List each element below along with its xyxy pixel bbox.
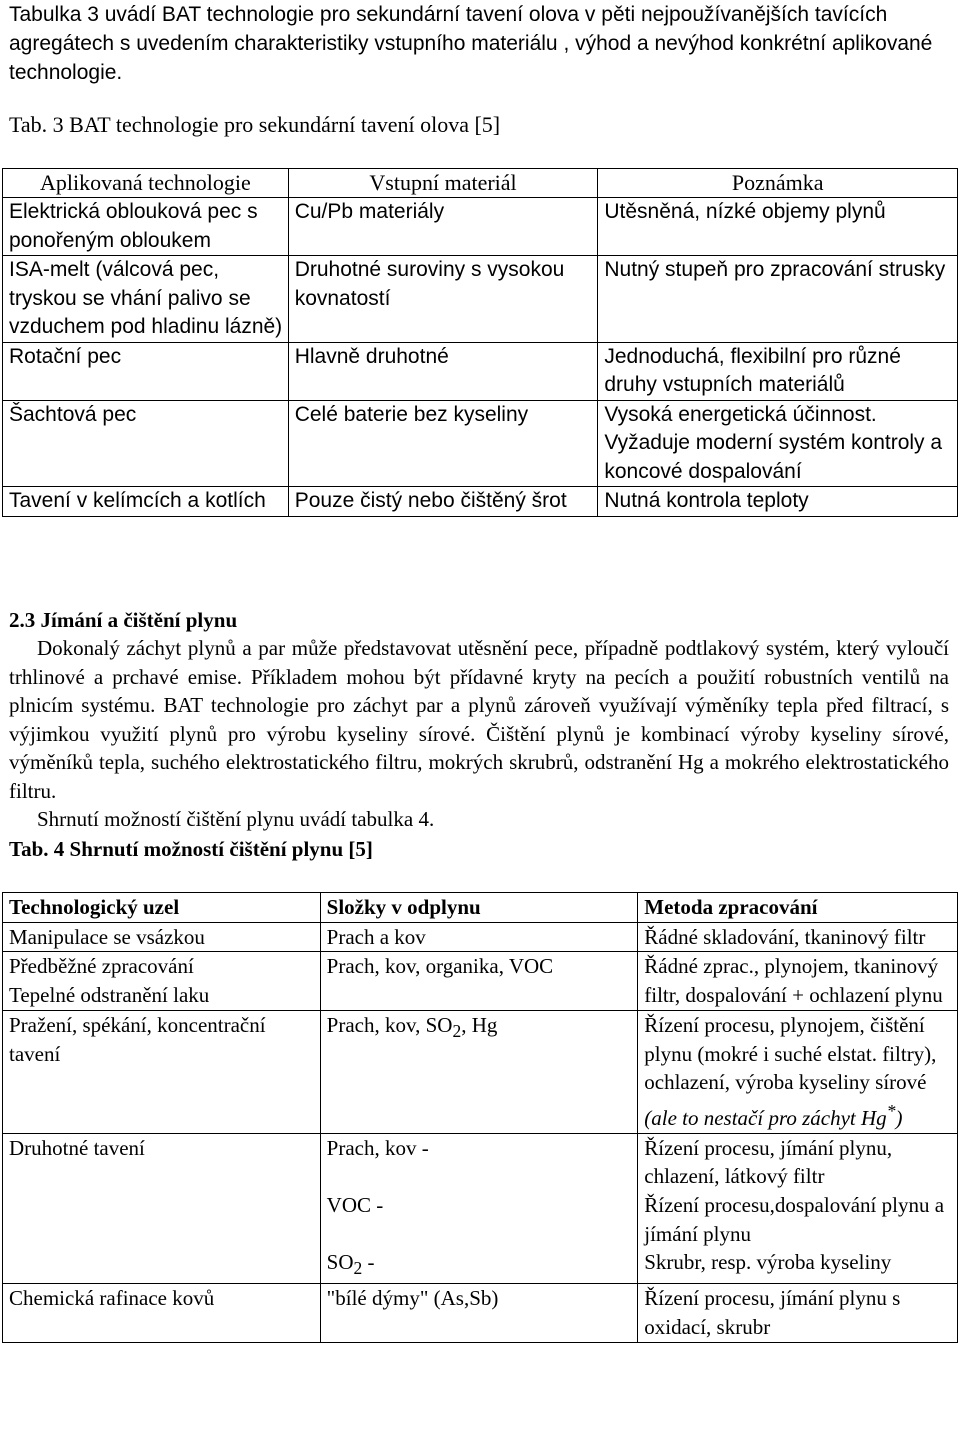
table3-header-cell: Aplikovaná technologie xyxy=(3,169,289,198)
table-cell: Nutný stupeň pro zpracování strusky xyxy=(598,256,958,343)
table-cell: Řízení procesu, jímání plynu s oxidací, skrubr xyxy=(638,1284,958,1342)
table-cell: ISA-melt (válcová pec, tryskou se vhání palivo se vzduchem pod hladinu lázně) xyxy=(3,256,289,343)
table-row xyxy=(3,487,958,517)
table-cell: Chemická rafinace kovů xyxy=(3,1284,321,1342)
section-paragraph xyxy=(9,634,949,805)
table-cell: Prach a kov xyxy=(320,922,638,952)
cell-line: Skrubr, resp. výroba kyseliny xyxy=(644,1250,892,1275)
table-cell: Pražení, spékání, koncentrační tavení xyxy=(3,1010,321,1133)
table-cell: Utěsněná, nízké objemy plynů xyxy=(598,198,958,256)
table3-caption-prefix: Tab. xyxy=(9,112,48,137)
table-row xyxy=(3,400,958,487)
cell-line: Řízení procesu,dospalování plynu a jímání plynu xyxy=(644,1193,945,1246)
table-cell: Druhotné tavení xyxy=(3,1133,321,1284)
cell-line: Řízení procesu, jímání plynu, chlazení, látkový filtr xyxy=(644,1135,893,1189)
table3-caption xyxy=(9,110,500,140)
table4-gas-cleaning xyxy=(2,892,958,1343)
section-paragraph-text: Dokonalý záchyt plynů a par může představovat utěsnění pece, případně podtlakový systém, který vyloučí trhlinové a prchavé emise. Příkladem mohou být přídavné kryty na pecích a použití robustních ventilů na plnicím systému. BAT technologie pro záchyt par a plynů zároveň využívají výměníky tepla před filtrací, s výjimkou využití plynů pro výrobu kyseliny sírové. Čištění plynů je kombinací výroby kyseliny sírové, výměníků tepla, suchého elektrostatického filtru, mokrých skrubrů, odstranění Hg a mokrého elektrostatického filtru. xyxy=(9,636,949,803)
table-row xyxy=(3,922,958,952)
cell-line: $SO_2$ - xyxy=(326,1250,375,1279)
table-cell: Hlavně druhotné xyxy=(288,342,598,400)
table4-header-cell: Technologický uzel xyxy=(3,893,321,923)
table-cell: "bílé dýmy" (As,Sb) xyxy=(320,1284,638,1342)
table4-header-cell: Složky v odplynu xyxy=(320,893,638,923)
cell-line: VOC - xyxy=(326,1193,384,1218)
table3-bat-technologies xyxy=(2,168,958,517)
table-row xyxy=(3,1133,958,1284)
table-row xyxy=(3,1284,958,1342)
table-cell xyxy=(638,1010,958,1133)
cell-note: (ale to nestačí pro záchyt Hg*) xyxy=(644,1100,903,1130)
table3-caption-title: 3 BAT technologie pro sekundární tavení olova [5] xyxy=(47,112,501,137)
cell-text: , Hg xyxy=(461,1012,498,1037)
table-cell: Pouze čistý nebo čištěný šrot xyxy=(288,487,598,517)
table-cell: Elektrická oblouková pec s ponořeným obloukem xyxy=(3,198,289,256)
table3-header-row xyxy=(3,169,958,198)
table-cell: Rotační pec xyxy=(3,342,289,400)
table3-header-cell: Poznámka xyxy=(598,169,958,198)
cell-text: Prach, kov, SO xyxy=(326,1012,453,1037)
table-cell xyxy=(638,1133,958,1284)
table4-caption: Tab. 4 Shrnutí možností čištění plynu [5] xyxy=(9,837,373,861)
table-cell: Nutná kontrola teploty xyxy=(598,487,958,517)
table-cell: Jednoduchá, flexibilní pro různé druhy vstupních materiálů xyxy=(598,342,958,400)
subscript: 2 xyxy=(452,1021,462,1041)
table-cell: Vysoká energetická účinnost. Vyžaduje moderní systém kontroly a koncové dospalování xyxy=(598,400,958,487)
summary-line: Shrnutí možností čištění plynu uvádí tabulka 4. xyxy=(37,807,435,831)
cell-line: Prach, kov - xyxy=(326,1135,429,1160)
cell-line: Řízení procesu, plynojem, čištění plynu (mokré i suché elstat. filtry), ochlazení, výroba kyseliny sírové xyxy=(644,1012,937,1095)
table-cell xyxy=(3,952,321,1010)
table-cell xyxy=(320,1133,638,1284)
table-row xyxy=(3,952,958,1010)
table-cell: Šachtová pec xyxy=(3,400,289,487)
table-cell: Manipulace se vsázkou xyxy=(3,922,321,952)
table-cell: Druhotné suroviny s vysokou kovnatostí xyxy=(288,256,598,343)
table-row xyxy=(3,198,958,256)
table-cell: Cu/Pb materiály xyxy=(288,198,598,256)
intro-paragraph: Tabulka 3 uvádí BAT technologie pro sekundární tavení olova v pěti nejpoužívanějších tavících agregátech s uvedením charakteristiky vstupního materiálu , výhod a nevýhod konkrétní aplikované technologie. xyxy=(9,3,933,84)
table4-header-cell: Metoda zpracování xyxy=(638,893,958,923)
section-heading: 2.3 Jímání a čištění plynu xyxy=(9,608,238,632)
table-row xyxy=(3,256,958,343)
table-cell: Řádné skladování, tkaninový filtr xyxy=(638,922,958,952)
table4-header-row xyxy=(3,893,958,923)
subscript: 2 xyxy=(353,1258,363,1279)
table-cell: Tavení v kelímcích a kotlích xyxy=(3,487,289,517)
cell-line: Tepelné odstranění laku xyxy=(9,983,210,1008)
table-row xyxy=(3,342,958,400)
cell-line: Předběžné zpracování xyxy=(9,954,194,979)
table-cell xyxy=(320,1010,638,1133)
table-cell: Celé baterie bez kyseliny xyxy=(288,400,598,487)
table-row xyxy=(3,1010,958,1133)
table-cell: Řádné zprac., plynojem, tkaninový filtr, dospalování + ochlazení plynu xyxy=(638,952,958,1010)
table-cell: Prach, kov, organika, VOC xyxy=(320,952,638,1010)
superscript: * xyxy=(886,1100,896,1121)
table3-header-cell: Vstupní materiál xyxy=(288,169,598,198)
